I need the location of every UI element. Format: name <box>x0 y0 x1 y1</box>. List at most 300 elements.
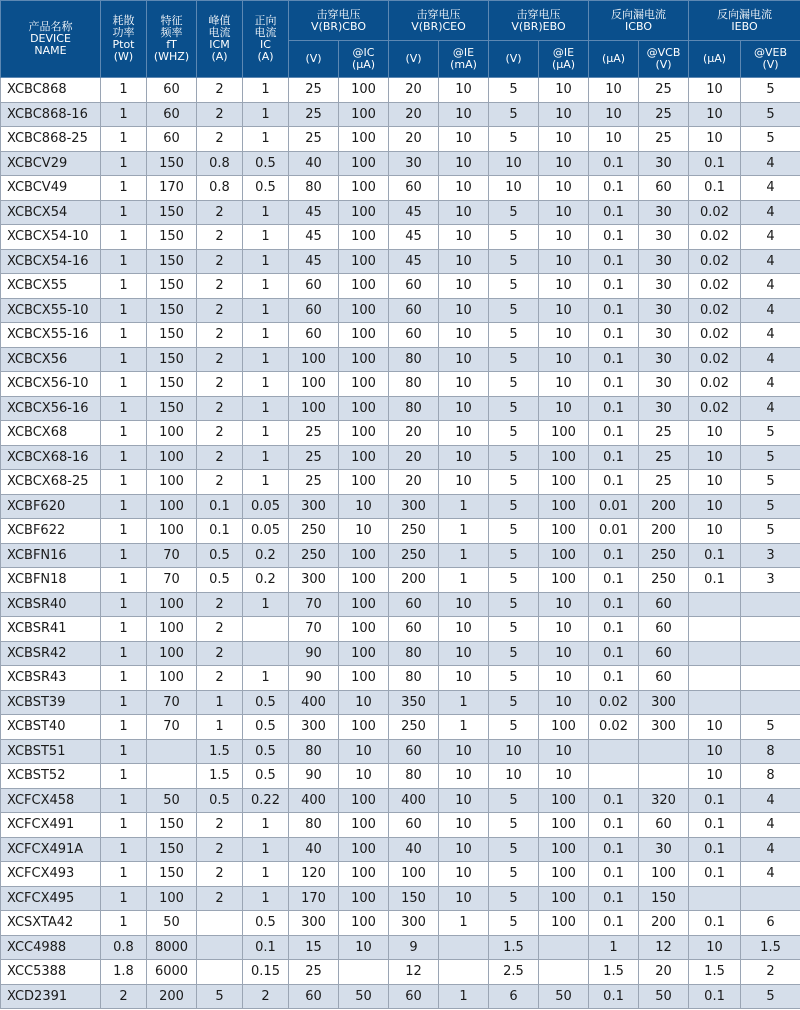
table-cell: 100 <box>147 519 197 544</box>
table-cell: 1 <box>243 249 289 274</box>
table-cell: 45 <box>389 200 439 225</box>
device-name-cell: XCBST40 <box>1 715 101 740</box>
table-cell: 1 <box>243 837 289 862</box>
table-cell <box>741 666 800 691</box>
table-row <box>1 935 800 960</box>
table-cell: 25 <box>639 421 689 446</box>
table-cell <box>243 641 289 666</box>
table-cell: 60 <box>389 274 439 299</box>
table-cell: 5 <box>489 78 539 103</box>
header-sub-6-1: @IE (μA) <box>539 41 589 78</box>
table-cell: 100 <box>539 470 589 495</box>
table-row <box>1 396 800 421</box>
table-cell: 0.1 <box>589 984 639 1009</box>
table-cell: 0.8 <box>197 176 243 201</box>
table-cell: 10 <box>539 666 589 691</box>
table-cell: 1.5 <box>197 764 243 789</box>
table-cell: 1 <box>243 298 289 323</box>
header-sub-8-1: @VEB (V) <box>741 41 800 78</box>
table-cell: 150 <box>147 347 197 372</box>
table-cell: 10 <box>439 739 489 764</box>
device-name-cell: XCBFN16 <box>1 543 101 568</box>
table-cell: 5 <box>489 813 539 838</box>
table-cell: 0.02 <box>689 396 741 421</box>
table-row <box>1 568 800 593</box>
table-cell: 1 <box>243 592 289 617</box>
table-cell: 120 <box>289 862 339 887</box>
table-cell: 30 <box>639 200 689 225</box>
table-cell: 100 <box>339 666 389 691</box>
table-cell: 1 <box>101 617 147 642</box>
table-cell: 100 <box>539 715 589 740</box>
table-cell: 1 <box>101 543 147 568</box>
table-cell: 90 <box>289 666 339 691</box>
table-cell: 0.1 <box>689 813 741 838</box>
table-cell: 4 <box>741 862 800 887</box>
table-cell <box>741 641 800 666</box>
table-cell: 0.1 <box>589 396 639 421</box>
table-cell: 5 <box>197 984 243 1009</box>
table-cell: 1 <box>101 494 147 519</box>
table-row <box>1 617 800 642</box>
table-row <box>1 421 800 446</box>
table-cell: 0.1 <box>589 200 639 225</box>
header-sub-4-0: (V) <box>289 41 339 78</box>
device-name-cell: XCBCX56 <box>1 347 101 372</box>
table-cell: 10 <box>539 372 589 397</box>
table-cell: 1 <box>101 176 147 201</box>
table-cell <box>589 764 639 789</box>
table-cell: 10 <box>439 323 489 348</box>
table-cell: 10 <box>439 862 489 887</box>
table-cell: 70 <box>147 715 197 740</box>
table-cell: 10 <box>689 935 741 960</box>
table-cell: 1 <box>101 421 147 446</box>
table-cell: 1 <box>101 592 147 617</box>
table-cell: 25 <box>639 470 689 495</box>
table-cell: 0.02 <box>689 323 741 348</box>
table-row <box>1 519 800 544</box>
table-cell: 2 <box>197 445 243 470</box>
table-row <box>1 200 800 225</box>
table-cell: 1 <box>101 347 147 372</box>
table-cell: 4 <box>741 837 800 862</box>
table-cell: 10 <box>439 886 489 911</box>
table-cell: 1 <box>101 886 147 911</box>
table-cell: 1 <box>439 911 489 936</box>
table-cell: 5 <box>489 862 539 887</box>
table-cell: 0.1 <box>689 862 741 887</box>
table-cell: 40 <box>289 151 339 176</box>
table-cell: 60 <box>389 592 439 617</box>
table-cell: 2 <box>197 127 243 152</box>
table-cell: 5 <box>489 911 539 936</box>
table-cell: 1 <box>197 715 243 740</box>
table-cell: 4 <box>741 151 800 176</box>
table-cell: 10 <box>589 78 639 103</box>
table-cell: 250 <box>389 519 439 544</box>
device-name-cell: XCBCX68-25 <box>1 470 101 495</box>
table-cell: 100 <box>339 837 389 862</box>
table-row <box>1 274 800 299</box>
table-cell: 10 <box>439 274 489 299</box>
table-cell: 8 <box>741 739 800 764</box>
table-cell: 0.02 <box>689 372 741 397</box>
table-cell: 2 <box>197 200 243 225</box>
table-cell: 1 <box>101 568 147 593</box>
table-cell: 0.1 <box>589 911 639 936</box>
table-cell: 10 <box>339 494 389 519</box>
table-cell: 1 <box>101 862 147 887</box>
table-cell: 15 <box>289 935 339 960</box>
table-cell: 0.1 <box>689 176 741 201</box>
table-cell: 5 <box>489 298 539 323</box>
table-cell: 5 <box>489 788 539 813</box>
table-row <box>1 494 800 519</box>
device-name-cell: XCBC868-16 <box>1 102 101 127</box>
table-cell: 100 <box>339 617 389 642</box>
table-cell: 5 <box>489 592 539 617</box>
table-cell: 10 <box>689 739 741 764</box>
table-cell: 1 <box>101 911 147 936</box>
table-cell: 0.2 <box>243 543 289 568</box>
table-cell: 100 <box>539 911 589 936</box>
table-cell: 5 <box>741 715 800 740</box>
table-cell: 1 <box>197 690 243 715</box>
table-cell: 10 <box>539 396 589 421</box>
table-cell: 2 <box>197 592 243 617</box>
table-cell: 0.02 <box>689 274 741 299</box>
table-row <box>1 323 800 348</box>
table-cell: 0.5 <box>243 690 289 715</box>
table-cell: 10 <box>489 764 539 789</box>
table-cell: 150 <box>147 274 197 299</box>
table-cell: 10 <box>439 837 489 862</box>
table-cell: 20 <box>389 445 439 470</box>
table-cell: 0.1 <box>589 249 639 274</box>
table-cell: 100 <box>339 372 389 397</box>
header-sub-8-0: (μA) <box>689 41 741 78</box>
table-cell: 10 <box>539 764 589 789</box>
table-cell: 0.05 <box>243 494 289 519</box>
table-cell: 4 <box>741 176 800 201</box>
table-cell: 100 <box>147 470 197 495</box>
table-cell: 10 <box>689 421 741 446</box>
device-name-cell: XCBSR40 <box>1 592 101 617</box>
table-cell: 1.5 <box>197 739 243 764</box>
table-cell: 1 <box>101 641 147 666</box>
table-cell: 0.1 <box>589 372 639 397</box>
table-cell: 2 <box>197 372 243 397</box>
table-cell: 1 <box>439 690 489 715</box>
table-cell: 10 <box>589 127 639 152</box>
table-cell: 10 <box>439 151 489 176</box>
table-cell: 0.1 <box>589 862 639 887</box>
table-cell: 2 <box>197 347 243 372</box>
table-cell: 2 <box>197 274 243 299</box>
device-name-cell: XCBCX55-10 <box>1 298 101 323</box>
table-cell: 1 <box>101 298 147 323</box>
table-cell: 45 <box>289 225 339 250</box>
table-cell: 1 <box>101 739 147 764</box>
table-cell: 10 <box>339 739 389 764</box>
table-cell: 0.1 <box>197 494 243 519</box>
table-cell <box>589 739 639 764</box>
table-cell: 4 <box>741 813 800 838</box>
table-cell: 1 <box>243 862 289 887</box>
table-cell: 60 <box>639 666 689 691</box>
table-cell: 300 <box>289 911 339 936</box>
table-cell: 0.1 <box>589 421 639 446</box>
table-cell: 100 <box>539 813 589 838</box>
table-cell: 90 <box>289 641 339 666</box>
table-row <box>1 739 800 764</box>
table-cell: 150 <box>147 813 197 838</box>
table-cell: 10 <box>689 494 741 519</box>
table-cell: 20 <box>389 421 439 446</box>
table-cell: 100 <box>539 445 589 470</box>
table-cell: 5 <box>489 396 539 421</box>
table-cell: 5 <box>489 666 539 691</box>
table-cell: 0.5 <box>243 764 289 789</box>
table-cell: 400 <box>389 788 439 813</box>
table-cell: 1 <box>243 102 289 127</box>
table-cell: 4 <box>741 396 800 421</box>
table-cell: 0.05 <box>243 519 289 544</box>
table-cell: 1 <box>243 813 289 838</box>
table-cell: 0.1 <box>589 176 639 201</box>
table-cell: 400 <box>289 788 339 813</box>
table-cell: 0.1 <box>589 298 639 323</box>
table-cell: 45 <box>289 249 339 274</box>
header-group-3: 正向 电流 IC (A) <box>243 1 289 78</box>
table-cell: 5 <box>741 984 800 1009</box>
table-cell: 10 <box>339 764 389 789</box>
table-cell: 5 <box>741 494 800 519</box>
table-row <box>1 984 800 1009</box>
table-row <box>1 715 800 740</box>
table-cell: 5 <box>741 127 800 152</box>
table-cell: 300 <box>639 715 689 740</box>
table-cell: 1 <box>101 274 147 299</box>
table-cell: 5 <box>489 200 539 225</box>
table-cell: 5 <box>741 445 800 470</box>
table-cell: 5 <box>489 690 539 715</box>
table-cell: 100 <box>339 543 389 568</box>
table-cell: 1 <box>101 78 147 103</box>
table-cell: 10 <box>439 372 489 397</box>
table-cell: 25 <box>639 78 689 103</box>
table-cell: 80 <box>389 372 439 397</box>
table-cell: 60 <box>147 78 197 103</box>
table-cell: 0.1 <box>589 445 639 470</box>
table-cell: 10 <box>339 935 389 960</box>
table-cell: 1 <box>101 788 147 813</box>
table-cell: 30 <box>639 225 689 250</box>
table-cell: 10 <box>439 102 489 127</box>
table-cell: 10 <box>439 666 489 691</box>
table-cell: 70 <box>147 690 197 715</box>
table-cell: 5 <box>489 494 539 519</box>
table-cell: 0.1 <box>589 470 639 495</box>
table-cell: 1 <box>101 715 147 740</box>
table-cell: 4 <box>741 372 800 397</box>
table-cell: 1 <box>439 543 489 568</box>
table-cell: 10 <box>539 347 589 372</box>
device-name-cell: XCSXTA42 <box>1 911 101 936</box>
table-cell: 1 <box>439 519 489 544</box>
device-name-cell: XCBCX54-16 <box>1 249 101 274</box>
table-cell: 10 <box>689 764 741 789</box>
table-cell: 10 <box>339 519 389 544</box>
table-cell: 80 <box>289 813 339 838</box>
table-cell: 10 <box>539 592 589 617</box>
table-cell: 250 <box>389 715 439 740</box>
table-row <box>1 78 800 103</box>
table-cell: 25 <box>639 445 689 470</box>
device-name-cell: XCC5388 <box>1 960 101 985</box>
table-cell: 100 <box>339 200 389 225</box>
device-name-cell: XCBF622 <box>1 519 101 544</box>
table-cell: 5 <box>489 543 539 568</box>
table-cell: 20 <box>389 102 439 127</box>
table-cell: 25 <box>639 127 689 152</box>
table-cell: 70 <box>147 568 197 593</box>
table-row <box>1 249 800 274</box>
table-cell: 200 <box>389 568 439 593</box>
table-cell: 10 <box>689 715 741 740</box>
table-cell: 5 <box>489 102 539 127</box>
table-cell: 10 <box>439 813 489 838</box>
table-cell: 2 <box>197 102 243 127</box>
table-cell: 1.5 <box>741 935 800 960</box>
header-group-6: 击穿电压 V(BR)EBO <box>489 1 589 41</box>
header-group-8: 反向漏电流 IEBO <box>689 1 800 41</box>
table-cell: 60 <box>389 617 439 642</box>
table-cell: 100 <box>339 323 389 348</box>
table-cell: 100 <box>339 249 389 274</box>
table-cell: 4 <box>741 298 800 323</box>
table-cell: 10 <box>539 176 589 201</box>
table-cell: 5 <box>489 372 539 397</box>
table-cell: 10 <box>439 592 489 617</box>
table-cell <box>689 690 741 715</box>
table-cell: 0.2 <box>243 568 289 593</box>
table-cell: 80 <box>389 396 439 421</box>
table-cell: 300 <box>389 911 439 936</box>
table-cell: 10 <box>539 151 589 176</box>
table-cell: 1.8 <box>101 960 147 985</box>
table-cell: 0.02 <box>589 690 639 715</box>
table-cell: 5 <box>489 225 539 250</box>
table-cell: 0.1 <box>689 568 741 593</box>
table-cell: 3 <box>741 568 800 593</box>
table-cell: 300 <box>289 568 339 593</box>
table-cell: 100 <box>539 519 589 544</box>
table-cell: 5 <box>741 519 800 544</box>
table-cell: 2 <box>197 837 243 862</box>
table-cell: 2 <box>741 960 800 985</box>
table-cell: 1 <box>243 200 289 225</box>
table-cell: 20 <box>389 78 439 103</box>
table-cell: 1 <box>439 984 489 1009</box>
table-cell: 5 <box>489 715 539 740</box>
table-cell: 0.15 <box>243 960 289 985</box>
table-cell: 4 <box>741 347 800 372</box>
table-cell: 100 <box>339 347 389 372</box>
table-cell: 4 <box>741 274 800 299</box>
table-cell: 250 <box>639 568 689 593</box>
table-cell: 1 <box>101 813 147 838</box>
table-cell <box>197 960 243 985</box>
header-sub-4-1: @IC (μA) <box>339 41 389 78</box>
table-cell: 45 <box>389 225 439 250</box>
table-cell <box>689 666 741 691</box>
table-row <box>1 372 800 397</box>
table-cell: 50 <box>539 984 589 1009</box>
table-cell: 10 <box>689 78 741 103</box>
table-cell: 0.1 <box>589 543 639 568</box>
table-cell: 400 <box>289 690 339 715</box>
table-cell: 10 <box>439 127 489 152</box>
device-name-cell: XCD2391 <box>1 984 101 1009</box>
table-cell: 25 <box>289 127 339 152</box>
table-cell: 30 <box>639 249 689 274</box>
device-name-cell: XCBFN18 <box>1 568 101 593</box>
table-cell: 2 <box>243 984 289 1009</box>
table-cell: 100 <box>339 176 389 201</box>
table-cell: 0.1 <box>197 519 243 544</box>
table-cell: 150 <box>147 200 197 225</box>
table-cell <box>689 592 741 617</box>
table-cell: 60 <box>289 323 339 348</box>
table-cell: 2 <box>197 666 243 691</box>
table-cell: 100 <box>339 715 389 740</box>
table-cell: 5 <box>489 519 539 544</box>
header-group-7: 反向漏电流 ICBO <box>589 1 689 41</box>
table-cell: 8 <box>741 764 800 789</box>
table-cell <box>741 886 800 911</box>
table-cell: 0.01 <box>589 519 639 544</box>
table-cell: 60 <box>639 617 689 642</box>
table-cell: 1 <box>101 445 147 470</box>
table-cell: 0.1 <box>589 225 639 250</box>
table-cell: 100 <box>339 78 389 103</box>
table-cell: 0.1 <box>589 666 639 691</box>
header-sub-7-1: @VCB (V) <box>639 41 689 78</box>
table-cell: 10 <box>539 78 589 103</box>
table-cell: 5 <box>489 470 539 495</box>
table-cell: 0.22 <box>243 788 289 813</box>
table-cell: 100 <box>147 494 197 519</box>
table-cell: 300 <box>389 494 439 519</box>
table-cell: 6 <box>489 984 539 1009</box>
table-row <box>1 127 800 152</box>
table-cell: 150 <box>147 372 197 397</box>
table-cell: 0.02 <box>689 298 741 323</box>
table-cell: 150 <box>147 225 197 250</box>
device-name-cell: XCBSR41 <box>1 617 101 642</box>
table-cell: 80 <box>289 739 339 764</box>
table-cell: 10 <box>539 225 589 250</box>
table-cell: 5 <box>489 127 539 152</box>
table-cell: 1 <box>243 347 289 372</box>
header-group-4: 击穿电压 V(BR)CBO <box>289 1 389 41</box>
table-cell: 10 <box>439 396 489 421</box>
table-cell: 60 <box>639 641 689 666</box>
table-cell: 100 <box>389 862 439 887</box>
table-cell: 80 <box>389 347 439 372</box>
